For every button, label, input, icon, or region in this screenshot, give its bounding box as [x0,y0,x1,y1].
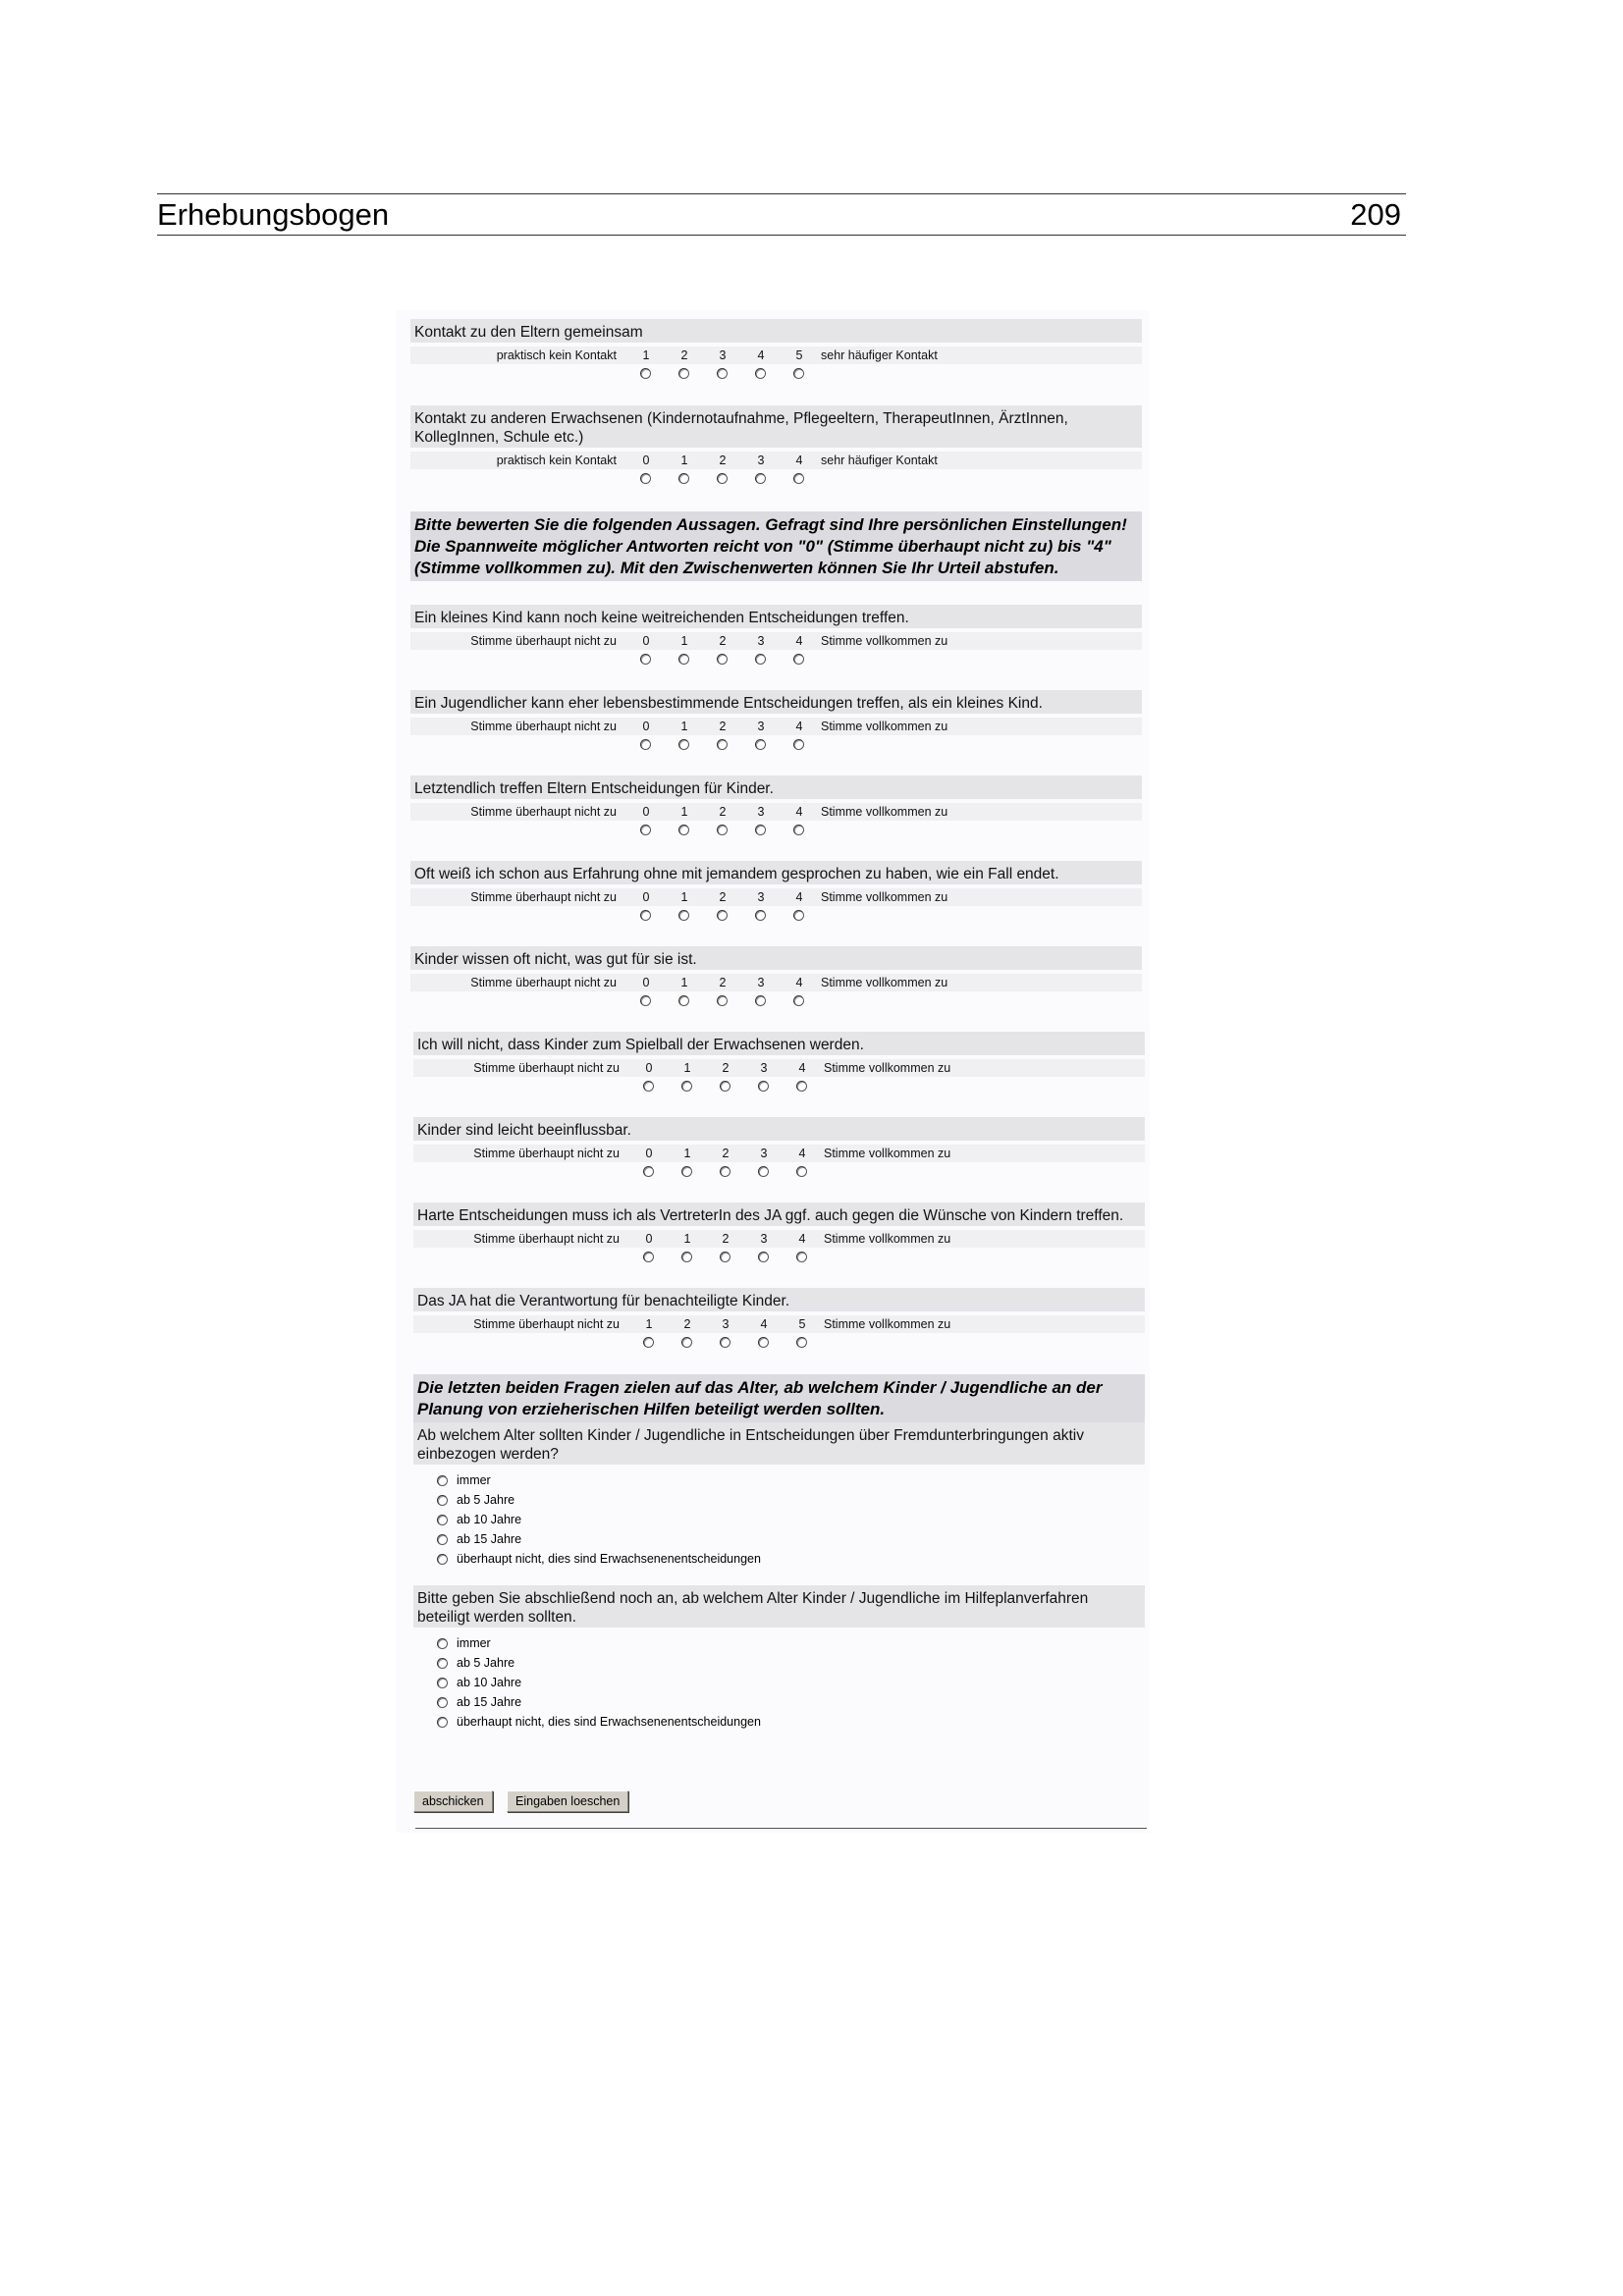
scale-row [410,632,1142,650]
statement-text: Kinder sind leicht beeinflussbar. [413,1117,1145,1141]
radio-option[interactable] [758,1252,769,1262]
scale-value: 3 [760,1061,768,1075]
radio-option[interactable] [640,995,651,1006]
option-label: überhaupt nicht, dies sind Erwachsenenentscheidungen [457,1552,761,1566]
scale-value: 1 [683,1147,691,1160]
scale-row [410,888,1142,906]
scale-value: 0 [642,720,650,733]
scale-value: 1 [680,454,688,467]
scale-value: 0 [645,1232,653,1246]
scale-left-label: Stimme überhaupt nicht zu [473,1232,620,1246]
scale-value: 4 [795,634,803,648]
radio-option[interactable] [717,654,728,665]
radio-button[interactable] [437,1697,448,1708]
submit-button[interactable]: abschicken [413,1790,493,1812]
radio-option[interactable] [758,1337,769,1348]
scale-row [413,1059,1145,1077]
radio-row [413,1333,1145,1351]
age-option[interactable] [413,1633,1145,1653]
radio-option[interactable] [640,910,651,921]
scale-value: 2 [719,720,727,733]
radio-option[interactable] [793,473,804,484]
scale-value: 4 [795,976,803,989]
radio-row [410,364,1142,382]
radio-option[interactable] [720,1252,730,1262]
option-label: ab 10 Jahre [457,1676,522,1689]
scale-value: 3 [757,890,765,904]
scale-value: 4 [795,805,803,819]
statement-1 [410,605,1142,667]
scale-right-label: Stimme vollkommen zu [821,890,948,904]
statement-text: Oft weiß ich schon aus Erfahrung ohne mit jemandem gesprochen zu haben, wie ein Fall endet. [410,861,1142,884]
radio-button[interactable] [437,1495,448,1506]
scale-row [413,1230,1145,1248]
radio-option[interactable] [755,825,766,835]
age-question-placement [413,1422,1145,1569]
scale-value: 2 [722,1232,730,1246]
reset-button[interactable]: Eingaben loeschen [507,1790,628,1812]
question-parent-contact [410,319,1142,382]
scale-value: 4 [795,890,803,904]
scale-value: 0 [645,1061,653,1075]
age-question-hilfeplan [413,1585,1145,1732]
radio-option[interactable] [758,1081,769,1092]
radio-option[interactable] [720,1337,730,1348]
scale-right-label: Stimme vollkommen zu [824,1317,951,1331]
scale-value: 3 [722,1317,730,1331]
radio-option[interactable] [678,739,689,750]
scale-right-label: sehr häufiger Kontakt [821,454,938,467]
radio-option[interactable] [793,368,804,379]
instruction-rating [410,511,1142,581]
scale-value: 2 [722,1147,730,1160]
scale-left-label: praktisch kein Kontakt [496,348,617,362]
scale-value: 0 [645,1147,653,1160]
radio-option[interactable] [720,1081,730,1092]
radio-option[interactable] [758,1166,769,1177]
radio-option[interactable] [681,1252,692,1262]
question-text: Kontakt zu den Eltern gemeinsam [410,319,1142,343]
age-option[interactable] [413,1510,1145,1529]
scale-value: 1 [680,890,688,904]
scale-value: 3 [757,976,765,989]
scale-value: 4 [798,1147,806,1160]
radio-option[interactable] [643,1081,654,1092]
scale-right-label: Stimme vollkommen zu [821,720,948,733]
age-option[interactable] [413,1653,1145,1673]
statement-4 [410,861,1142,924]
radio-row [413,1162,1145,1180]
radio-option[interactable] [796,1252,807,1262]
radio-option[interactable] [640,825,651,835]
radio-option[interactable] [640,368,651,379]
radio-button[interactable] [437,1515,448,1525]
scale-value: 3 [760,1147,768,1160]
radio-option-list [413,1465,1145,1569]
scale-right-label: Stimme vollkommen zu [821,805,948,819]
age-option[interactable] [413,1529,1145,1549]
radio-button[interactable] [437,1554,448,1565]
radio-button[interactable] [437,1638,448,1649]
radio-option[interactable] [755,995,766,1006]
scale-value: 4 [798,1061,806,1075]
radio-option[interactable] [796,1081,807,1092]
scale-value: 4 [795,720,803,733]
option-label: ab 15 Jahre [457,1695,522,1709]
radio-option[interactable] [717,473,728,484]
radio-option[interactable] [678,825,689,835]
radio-option[interactable] [755,368,766,379]
radio-option[interactable] [717,910,728,921]
radio-row [413,1248,1145,1265]
radio-option[interactable] [640,473,651,484]
scale-value: 2 [719,805,727,819]
page-number: 209 [1350,197,1401,232]
scale-right-label: Stimme vollkommen zu [824,1061,951,1075]
radio-option[interactable] [678,910,689,921]
question-text: Kontakt zu anderen Erwachsenen (Kindernotaufnahme, Pflegeeltern, TherapeutInnen, ÄrztInnen, KollegInnen, Schule etc.) [410,405,1142,448]
scale-value: 0 [642,976,650,989]
age-option[interactable] [413,1692,1145,1712]
scale-left-label: Stimme überhaupt nicht zu [470,720,617,733]
statement-2 [410,690,1142,753]
scale-value: 4 [760,1317,768,1331]
radio-option[interactable] [681,1337,692,1348]
scale-right-label: sehr häufiger Kontakt [821,348,938,362]
statement-6 [413,1032,1145,1095]
scale-value: 2 [680,348,688,362]
scale-row [413,1315,1145,1333]
scale-left-label: Stimme überhaupt nicht zu [470,976,617,989]
statement-5 [410,946,1142,1009]
radio-option[interactable] [793,739,804,750]
radio-button[interactable] [437,1475,448,1486]
radio-button[interactable] [437,1534,448,1545]
header-rule-bottom [157,235,1406,236]
radio-option[interactable] [678,368,689,379]
scale-left-label: Stimme überhaupt nicht zu [470,805,617,819]
option-label: ab 5 Jahre [457,1493,515,1507]
scale-value: 1 [683,1061,691,1075]
radio-option[interactable] [678,473,689,484]
statement-text: Ein kleines Kind kann noch keine weitreichenden Entscheidungen treffen. [410,605,1142,628]
option-label: immer [457,1636,491,1650]
radio-option[interactable] [755,910,766,921]
form-bottom-rule [415,1828,1147,1829]
scale-value: 2 [719,976,727,989]
radio-option[interactable] [793,825,804,835]
scale-value: 4 [757,348,765,362]
age-option[interactable] [413,1490,1145,1510]
scale-value: 3 [757,454,765,467]
radio-option[interactable] [643,1252,654,1262]
scale-value: 3 [760,1232,768,1246]
radio-option[interactable] [793,654,804,665]
scale-left-label: Stimme überhaupt nicht zu [473,1061,620,1075]
radio-button[interactable] [437,1717,448,1728]
statement-text: Kinder wissen oft nicht, was gut für sie ist. [410,946,1142,970]
radio-option[interactable] [717,368,728,379]
radio-option[interactable] [717,739,728,750]
age-option[interactable] [413,1673,1145,1692]
radio-button[interactable] [437,1678,448,1688]
scale-value: 2 [722,1061,730,1075]
scale-value: 0 [642,634,650,648]
scale-row [413,1145,1145,1162]
instruction-text: Die letzten beiden Fragen zielen auf das Alter, ab welchem Kinder / Jugendliche an der Planung von erzieherischen Hilfen beteiligt werden sollten. [413,1374,1145,1422]
header-rule-top [157,193,1406,194]
statement-text: Ein Jugendlicher kann eher lebensbestimmende Entscheidungen treffen, als ein kleines Kind. [410,690,1142,714]
scale-value: 3 [719,348,727,362]
radio-row [410,469,1142,487]
statement-7 [413,1117,1145,1180]
page-header-title: Erhebungsbogen [157,197,390,232]
radio-option[interactable] [640,654,651,665]
radio-row [410,821,1142,838]
instruction-age [413,1374,1145,1422]
radio-row [410,906,1142,924]
scale-row [410,974,1142,991]
radio-option[interactable] [755,739,766,750]
questionnaire-form [396,310,1150,1833]
radio-row [413,1077,1145,1095]
radio-option[interactable] [643,1337,654,1348]
scale-left-label: praktisch kein Kontakt [496,454,617,467]
radio-row [410,991,1142,1009]
statement-9 [413,1288,1145,1351]
scale-value: 2 [683,1317,691,1331]
scale-value: 0 [642,805,650,819]
radio-option[interactable] [796,1337,807,1348]
question-text: Ab welchem Alter sollten Kinder / Jugendliche in Entscheidungen über Fremdunterbringungen aktiv einbezogen werden? [413,1422,1145,1465]
radio-option[interactable] [717,825,728,835]
scale-row [410,347,1142,364]
radio-option[interactable] [678,654,689,665]
radio-option[interactable] [640,739,651,750]
scale-value: 1 [680,805,688,819]
statement-3 [410,775,1142,838]
scale-value: 1 [645,1317,653,1331]
question-text: Bitte geben Sie abschließend noch an, ab welchem Alter Kinder / Jugendliche im Hilfeplanverfahren beteiligt werden sollten. [413,1585,1145,1628]
radio-button[interactable] [437,1658,448,1669]
scale-left-label: Stimme überhaupt nicht zu [470,634,617,648]
age-option[interactable] [413,1712,1145,1732]
scale-right-label: Stimme vollkommen zu [821,634,948,648]
radio-option[interactable] [755,473,766,484]
option-label: ab 15 Jahre [457,1532,522,1546]
scale-value: 1 [680,720,688,733]
statement-text: Harte Entscheidungen muss ich als VertreterIn des JA ggf. auch gegen die Wünsche von Kindern treffen. [413,1202,1145,1226]
radio-option[interactable] [755,654,766,665]
option-label: ab 5 Jahre [457,1656,515,1670]
radio-option[interactable] [793,910,804,921]
scale-value: 3 [757,634,765,648]
scale-value: 5 [798,1317,806,1331]
scale-value: 2 [719,454,727,467]
radio-row [410,650,1142,667]
scale-left-label: Stimme überhaupt nicht zu [473,1317,620,1331]
scale-value: 5 [795,348,803,362]
scale-row [410,452,1142,469]
scale-row [410,718,1142,735]
radio-option[interactable] [720,1166,730,1177]
age-option[interactable] [413,1549,1145,1569]
option-label: überhaupt nicht, dies sind Erwachsenenentscheidungen [457,1715,761,1729]
scale-left-label: Stimme überhaupt nicht zu [470,890,617,904]
scale-value: 2 [719,634,727,648]
scale-right-label: Stimme vollkommen zu [824,1232,951,1246]
scale-value: 1 [642,348,650,362]
scale-value: 0 [642,454,650,467]
radio-option[interactable] [793,995,804,1006]
scale-value: 3 [757,805,765,819]
scale-right-label: Stimme vollkommen zu [824,1147,951,1160]
scale-right-label: Stimme vollkommen zu [821,976,948,989]
scale-value: 2 [719,890,727,904]
scale-value: 0 [642,890,650,904]
radio-option[interactable] [681,1166,692,1177]
statement-text: Letztendlich treffen Eltern Entscheidungen für Kinder. [410,775,1142,799]
scale-left-label: Stimme überhaupt nicht zu [473,1147,620,1160]
age-option[interactable] [413,1470,1145,1490]
statement-8 [413,1202,1145,1265]
option-label: ab 10 Jahre [457,1513,522,1526]
scale-value: 4 [795,454,803,467]
scale-value: 1 [680,634,688,648]
statement-text: Ich will nicht, dass Kinder zum Spielball der Erwachsenen werden. [413,1032,1145,1055]
question-adult-contact [410,405,1142,487]
scale-value: 3 [757,720,765,733]
scale-row [410,803,1142,821]
statement-text: Das JA hat die Verantwortung für benachteiligte Kinder. [413,1288,1145,1311]
radio-option[interactable] [678,995,689,1006]
instruction-text: Bitte bewerten Sie die folgenden Aussagen. Gefragt sind Ihre persönlichen Einstellungen! Die Spannweite möglicher Antworten reicht von "0" (Stimme überhaupt nicht zu) bis "4" (Stimme vollkommen zu). Mit den Zwischenwerten können Sie Ihr Urteil abstufen. [410,511,1142,581]
radio-option[interactable] [681,1081,692,1092]
scale-value: 1 [683,1232,691,1246]
radio-option-list [413,1628,1145,1732]
radio-row [410,735,1142,753]
scale-value: 1 [680,976,688,989]
radio-option[interactable] [796,1166,807,1177]
scale-value: 4 [798,1232,806,1246]
option-label: immer [457,1473,491,1487]
radio-option[interactable] [717,995,728,1006]
radio-option[interactable] [643,1166,654,1177]
